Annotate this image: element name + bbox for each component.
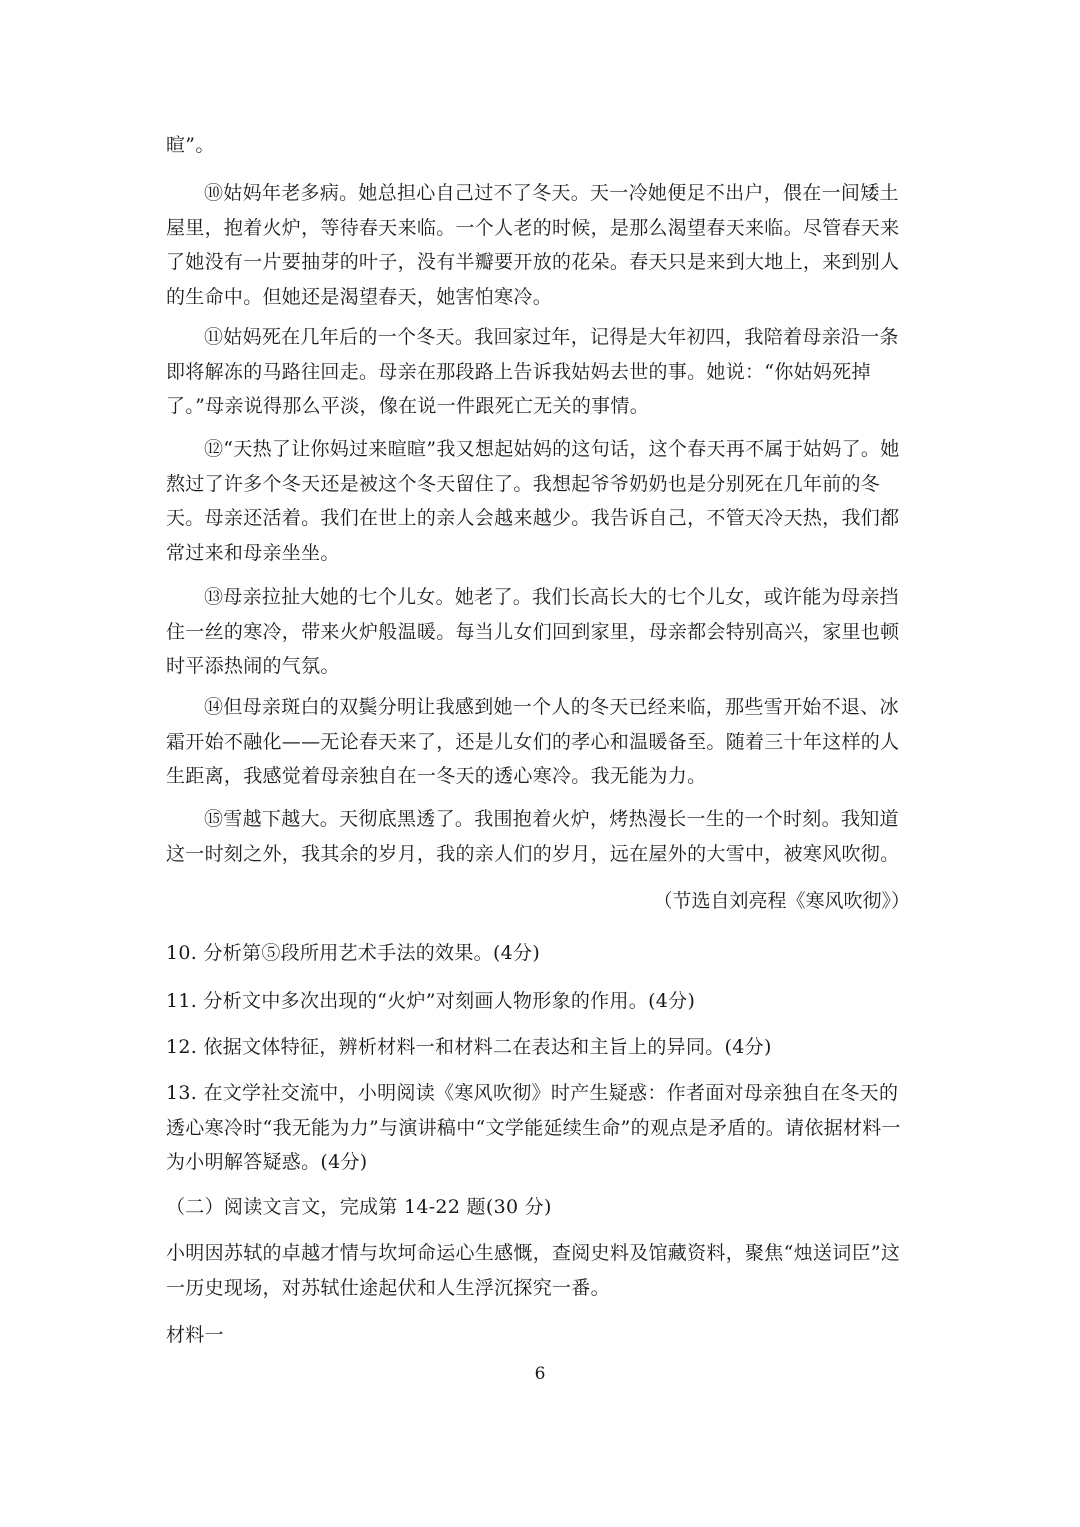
paragraph-15: ⑮雪越下越大。天彻底黑透了。我围抱着火炉，烤热漫长一生的一个时刻。我知道这一时刻之外，我其余的岁月，我的亲人们的岁月，远在屋外的大雪中，被寒风吹彻。	[166, 808, 900, 865]
question-13: 13. 在文学社交流中，小明阅读《寒风吹彻》时产生疑惑：作者面对母亲独自在冬天的透心寒冷时“我无能为力”与演讲稿中“文学能延续生命”的观点是矛盾的。请依据材料一为小明解答疑惑。(4分)	[166, 1082, 901, 1173]
question-10: 10. 分析第⑤段所用艺术手法的效果。(4分)	[166, 942, 541, 964]
section-heading: （二）阅读文言文，完成第 14-22 题(30 分)	[166, 1196, 552, 1218]
material-label: 材料一	[166, 1324, 224, 1346]
paragraph-11: ⑪姑妈死在几年后的一个冬天。我回家过年，记得是大年初四，我陪着母亲沿一条即将解冻的马路往回走。母亲在那段路上告诉我姑妈去世的事。她说：“你姑妈死掉了。”母亲说得那么平淡，像在说一件跟死亡无关的事情。	[166, 326, 899, 417]
question-12: 12. 依据文体特征，辨析材料一和材料二在表达和主旨上的异同。(4分)	[166, 1036, 772, 1058]
paragraph-continuation: 暄”。	[166, 134, 215, 156]
paragraph-14: ⑭但母亲斑白的双鬓分明让我感到她一个人的冬天已经来临，那些雪开始不退、冰霜开始不融化——无论春天来了，还是儿女们的孝心和温暖备至。随着三十年这样的人生距离，我感觉着母亲独自在一冬天的透心寒冷。我无能为力。	[166, 696, 900, 787]
paragraph-10: ⑩姑妈年老多病。她总担心自己过不了冬天。天一冷她便足不出户，偎在一间矮土屋里，抱着火炉，等待春天来临。一个人老的时候，是那么渴望春天来临。尽管春天来了她没有一片要抽芽的叶子，没有半瓣要开放的花朵。春天只是来到大地上，来到别人的生命中。但她还是渴望春天，她害怕寒冷。	[166, 182, 900, 308]
page-number: 6	[534, 1364, 546, 1384]
paragraph-12: ⑫“天热了让你妈过来暄暄”我又想起姑妈的这句话，这个春天再不属于姑妈了。她熬过了许多个冬天还是被这个冬天留住了。我想起爷爷奶奶也是分别死在几年前的冬天。母亲还活着。我们在世上的亲人会越来越少。我告诉自己，不管天冷天热，我们都常过来和母亲坐坐。	[166, 438, 900, 564]
source-citation: （节选自刘亮程《寒风吹彻》）	[653, 890, 910, 912]
paragraph-13: ⑬母亲拉扯大她的七个儿女。她老了。我们长高长大的七个儿女，或许能为母亲挡住一丝的寒冷，带来火炉般温暖。每当儿女们回到家里，母亲都会特别高兴，家里也顿时平添热闹的气氛。	[166, 586, 900, 677]
section-intro: 小明因苏轼的卓越才情与坎坷命运心生感慨，查阅史料及馆藏资料，聚焦“烛送词臣”这一历史现场，对苏轼仕途起伏和人生浮沉探究一番。	[166, 1242, 901, 1299]
question-11: 11. 分析文中多次出现的“火炉”对刻画人物形象的作用。(4分)	[166, 990, 696, 1012]
